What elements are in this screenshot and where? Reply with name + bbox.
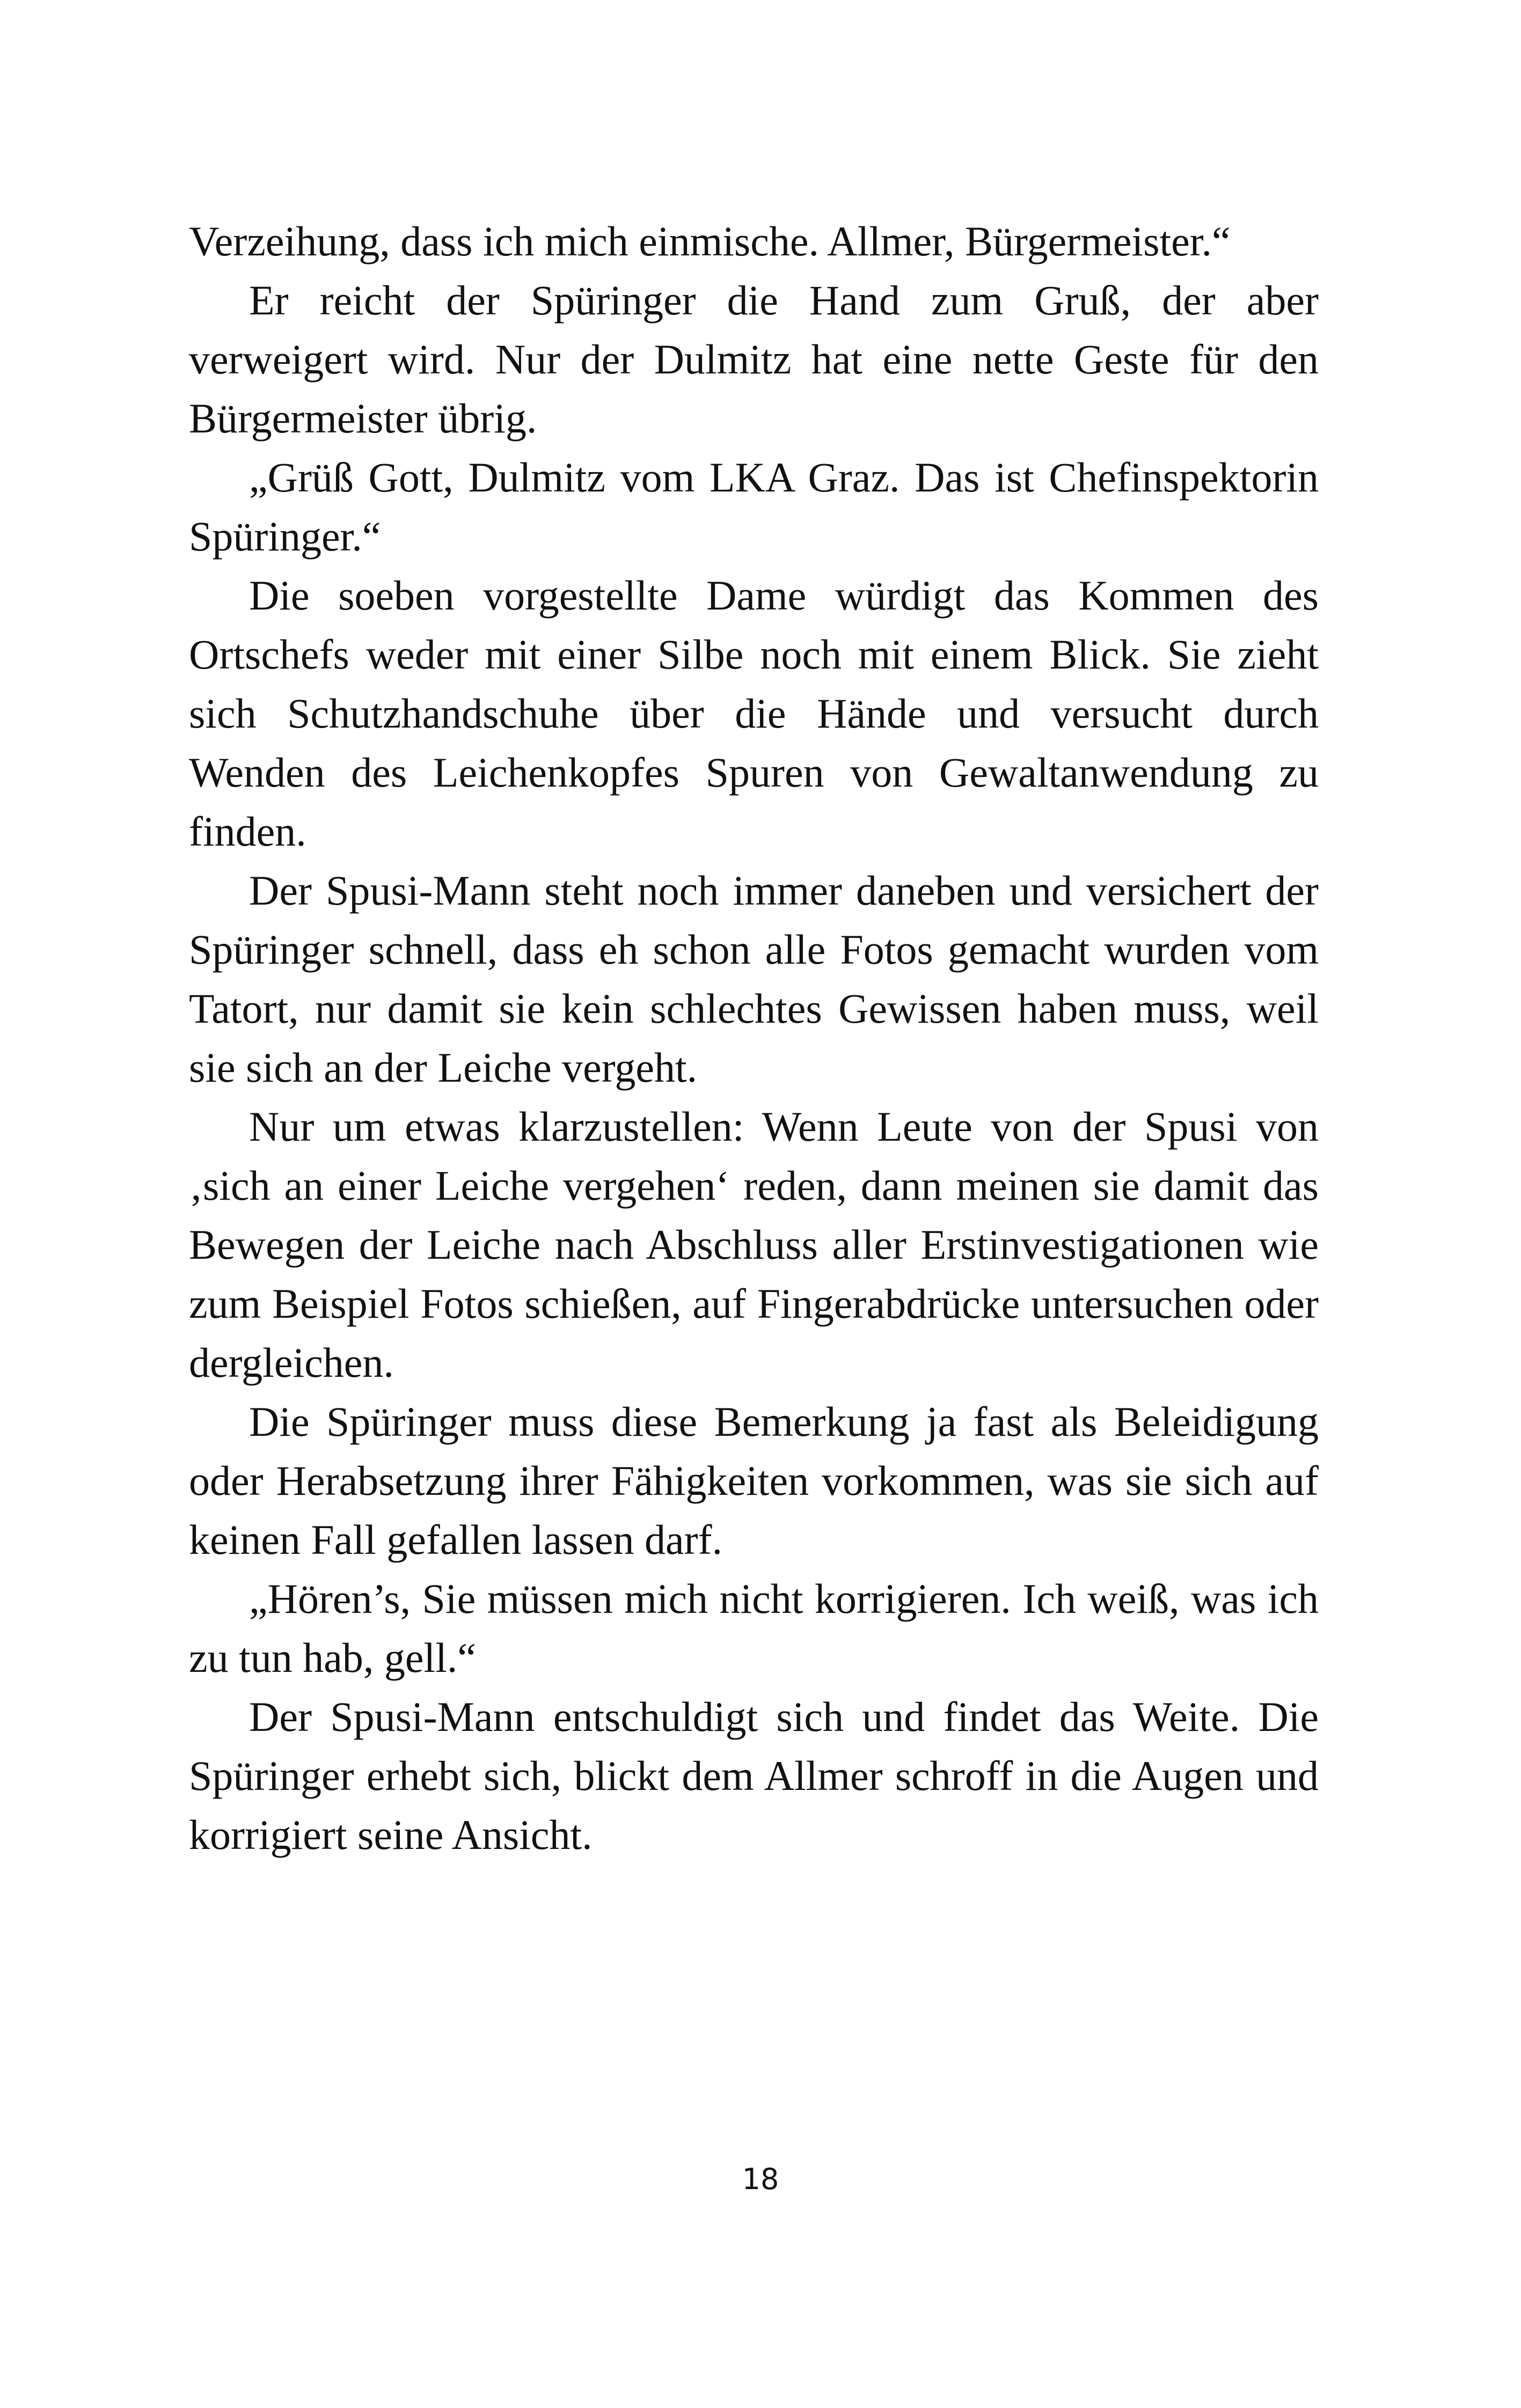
- paragraph: Nur um etwas klarzustellen: Wenn Leute von der Spusi von ‚sich an einer Leiche vergehen‘ reden, dann meinen sie damit das Bewegen der Leiche nach Abschluss aller Erstinvestigationen wie zum Beispiel Fotos schießen, auf Fingerabdrücke untersuchen oder dergleichen.: [189, 1103, 1319, 1386]
- paragraph: Verzeihung, dass ich mich einmische. Allmer, Bürgermeister.“: [189, 218, 1231, 265]
- paragraph: Der Spusi-Mann entschuldigt sich und findet das Weite. Die Spüringer erhebt sich, blickt dem Allmer schroff in die Augen und korrigiert seine Ansicht.: [189, 1693, 1319, 1858]
- paragraph: „Grüß Gott, Dulmitz vom LKA Graz. Das ist Chefinspektorin Spüringer.“: [189, 454, 1319, 560]
- paragraph: Der Spusi-Mann steht noch immer daneben und versichert der Spüringer schnell, dass eh schon alle Fotos gemacht wurden vom Tatort, nur damit sie kein schlechtes Gewissen haben muss, weil sie sich an der Leiche vergeht.: [189, 867, 1319, 1091]
- page-number: 18: [742, 2162, 779, 2196]
- paragraph: Die soeben vorgestellte Dame würdigt das Kommen des Ortschefs weder mit einer Silbe noch mit einem Blick. Sie zieht sich Schutzhandschuhe über die Hände und versucht durch Wenden des Leichenkopfes Spuren von Gewaltanwendung zu finden.: [189, 572, 1319, 855]
- paragraph: „Hören’s, Sie müssen mich nicht korrigieren. Ich weiß, was ich zu tun hab, gell.“: [189, 1575, 1319, 1681]
- body-text: [189, 212, 1319, 1864]
- paragraph: Er reicht der Spüringer die Hand zum Gruß, der aber verweigert wird. Nur der Dulmitz hat eine nette Geste für den Bürgermeister übrig.: [189, 277, 1319, 442]
- paragraph: Die Spüringer muss diese Bemerkung ja fast als Beleidigung oder Herabsetzung ihrer Fähigkeiten vorkommen, was sie sich auf keinen Fall gefallen lassen darf.: [189, 1398, 1319, 1563]
